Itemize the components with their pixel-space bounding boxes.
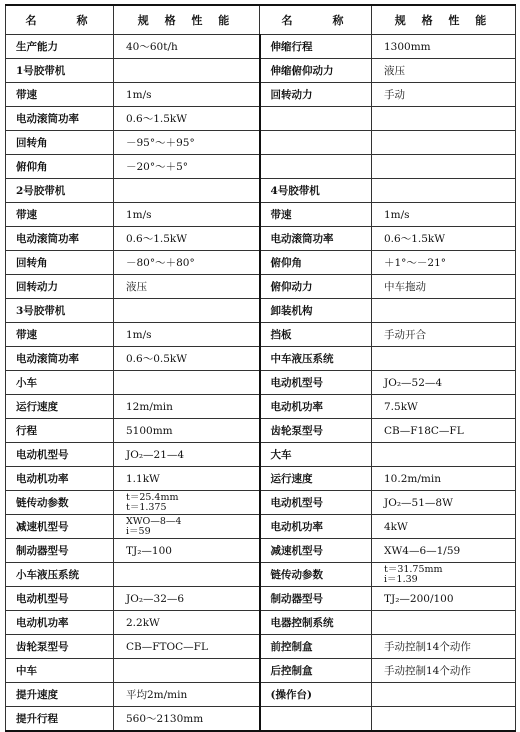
item-name-right: 电器控制系统 <box>260 611 372 635</box>
item-name-left: 3号胶带机 <box>6 299 114 323</box>
item-spec-right: CB—F18C—FL <box>372 419 516 443</box>
item-name-left: 小车液压系统 <box>6 563 114 587</box>
item-spec-left <box>114 371 260 395</box>
item-spec-left: －95°～＋95° <box>114 131 260 155</box>
spec-line-1: t＝31.75mm <box>384 563 443 575</box>
item-name-left: 回转角 <box>6 131 114 155</box>
item-spec-right: 手动开合 <box>372 323 516 347</box>
item-name-right: 俯仰动力 <box>260 275 372 299</box>
header-name-left: 名 称 <box>6 5 114 35</box>
table-row <box>6 467 516 491</box>
table-row <box>6 707 516 732</box>
table-row <box>6 179 516 203</box>
item-name-right: 4号胶带机 <box>260 179 372 203</box>
item-name-left: 电动机型号 <box>6 587 114 611</box>
item-spec-left: －80°～＋80° <box>114 251 260 275</box>
item-name-left: 提升速度 <box>6 683 114 707</box>
item-name-right: 中车液压系统 <box>260 347 372 371</box>
item-spec-left <box>114 515 260 539</box>
item-name-left: 齿轮泵型号 <box>6 635 114 659</box>
item-spec-right <box>372 347 516 371</box>
item-spec-right: 10.2m/min <box>372 467 516 491</box>
item-spec-right: 7.5kW <box>372 395 516 419</box>
item-spec-right: 液压 <box>372 59 516 83</box>
item-spec-left: 1m/s <box>114 83 260 107</box>
item-spec-left: JO₂—32—6 <box>114 587 260 611</box>
item-name-left: 电动滚筒功率 <box>6 347 114 371</box>
item-spec-left: 1m/s <box>114 323 260 347</box>
table-row <box>6 275 516 299</box>
item-spec-left: 0.6～1.5kW <box>114 107 260 131</box>
table-row <box>6 515 516 539</box>
item-name-right: 电动滚筒功率 <box>260 227 372 251</box>
item-spec-left <box>114 59 260 83</box>
table-row <box>6 539 516 563</box>
item-spec-left: 平均2m/min <box>114 683 260 707</box>
item-spec-left: CB—FTOC—FL <box>114 635 260 659</box>
item-spec-left: JO₂—21—4 <box>114 443 260 467</box>
item-spec-right: 手动控制14个动作 <box>372 659 516 683</box>
item-spec-right: 4kW <box>372 515 516 539</box>
table-row <box>6 299 516 323</box>
item-name-left: 带速 <box>6 83 114 107</box>
item-name-right: 减速机型号 <box>260 539 372 563</box>
table-row <box>6 203 516 227</box>
item-spec-right: 手动控制14个动作 <box>372 635 516 659</box>
item-name-right: 挡板 <box>260 323 372 347</box>
item-name-right <box>260 155 372 179</box>
item-spec-left: 0.6～1.5kW <box>114 227 260 251</box>
item-name-right: 制动器型号 <box>260 587 372 611</box>
item-name-left: 提升行程 <box>6 707 114 732</box>
item-spec-left <box>114 299 260 323</box>
item-spec-right <box>372 611 516 635</box>
item-spec-left: 2.2kW <box>114 611 260 635</box>
item-name-left: 1号胶带机 <box>6 59 114 83</box>
item-spec-left: 5100mm <box>114 419 260 443</box>
item-name-right: 链传动参数 <box>260 563 372 587</box>
table-row <box>6 587 516 611</box>
table-row <box>6 83 516 107</box>
table-row <box>6 419 516 443</box>
item-name-left: 运行速度 <box>6 395 114 419</box>
item-name-right: 带速 <box>260 203 372 227</box>
item-name-left: 电动机功率 <box>6 467 114 491</box>
table-row <box>6 659 516 683</box>
table-row <box>6 251 516 275</box>
item-name-right: 齿轮泵型号 <box>260 419 372 443</box>
item-spec-right <box>372 107 516 131</box>
item-name-right <box>260 131 372 155</box>
header-spec-right: 规 格 性 能 <box>372 5 516 35</box>
table-row <box>6 683 516 707</box>
item-spec-right <box>372 707 516 732</box>
item-spec-right <box>372 131 516 155</box>
item-spec-right <box>372 563 516 587</box>
spec-line-2: i＝1.39 <box>384 573 418 585</box>
item-spec-right: 0.6～1.5kW <box>372 227 516 251</box>
item-name-left: 电动机型号 <box>6 443 114 467</box>
item-name-right: 伸缩行程 <box>260 35 372 59</box>
item-name-left: 俯仰角 <box>6 155 114 179</box>
item-spec-left: 液压 <box>114 275 260 299</box>
item-spec-right <box>372 155 516 179</box>
table-row <box>6 155 516 179</box>
item-spec-right: 中车拖动 <box>372 275 516 299</box>
table-row <box>6 491 516 515</box>
item-spec-right: XW4—6—1/59 <box>372 539 516 563</box>
item-name-right: 伸缩俯仰动力 <box>260 59 372 83</box>
table-row <box>6 107 516 131</box>
item-spec-right <box>372 443 516 467</box>
spec-table <box>5 4 516 732</box>
item-name-left: 链传动参数 <box>6 491 114 515</box>
item-name-right: 回转动力 <box>260 83 372 107</box>
item-spec-right <box>372 179 516 203</box>
table-row <box>6 395 516 419</box>
item-name-left: 小车 <box>6 371 114 395</box>
item-name-right: 后控制盒 <box>260 659 372 683</box>
item-spec-left: 40～60t/h <box>114 35 260 59</box>
item-spec-left: TJ₂—100 <box>114 539 260 563</box>
item-name-left: 带速 <box>6 203 114 227</box>
spec-line-1: XWO—8—4 <box>126 515 182 527</box>
item-spec-left: －20°～＋5° <box>114 155 260 179</box>
item-name-right <box>260 107 372 131</box>
item-spec-left: 1m/s <box>114 203 260 227</box>
item-name-left: 行程 <box>6 419 114 443</box>
table-row <box>6 611 516 635</box>
item-spec-right: 1m/s <box>372 203 516 227</box>
item-spec-right: ＋1°～－21° <box>372 251 516 275</box>
item-spec-left <box>114 491 260 515</box>
item-name-left: 电动机功率 <box>6 611 114 635</box>
item-name-right: 大车 <box>260 443 372 467</box>
spec-line-1: t＝25.4mm <box>126 491 179 503</box>
item-name-right: 运行速度 <box>260 467 372 491</box>
item-name-right: 卸装机构 <box>260 299 372 323</box>
item-spec-left <box>114 563 260 587</box>
item-spec-left: 1.1kW <box>114 467 260 491</box>
item-spec-right: TJ₂—200/100 <box>372 587 516 611</box>
spec-line-2: t＝1.375 <box>126 501 167 513</box>
item-name-left: 制动器型号 <box>6 539 114 563</box>
item-spec-left <box>114 659 260 683</box>
item-name-right: 电动机型号 <box>260 371 372 395</box>
item-spec-right: JO₂—52—4 <box>372 371 516 395</box>
item-spec-right <box>372 299 516 323</box>
item-name-left: 电动滚筒功率 <box>6 227 114 251</box>
item-name-right: 电动机功率 <box>260 395 372 419</box>
header-row <box>6 5 516 35</box>
item-spec-left: 560～2130mm <box>114 707 260 732</box>
item-name-left: 生产能力 <box>6 35 114 59</box>
table-row <box>6 635 516 659</box>
item-name-right: (操作台) <box>260 683 372 707</box>
table-row <box>6 347 516 371</box>
table-row <box>6 227 516 251</box>
item-name-left: 带速 <box>6 323 114 347</box>
item-name-left: 2号胶带机 <box>6 179 114 203</box>
item-spec-left <box>114 179 260 203</box>
item-name-left: 回转动力 <box>6 275 114 299</box>
item-name-right: 前控制盒 <box>260 635 372 659</box>
table-row <box>6 59 516 83</box>
table-row <box>6 371 516 395</box>
item-spec-left: 0.6～0.5kW <box>114 347 260 371</box>
table-row <box>6 443 516 467</box>
header-name-right: 名 称 <box>260 5 372 35</box>
table-row <box>6 35 516 59</box>
item-spec-right: 1300mm <box>372 35 516 59</box>
item-name-right: 电动机型号 <box>260 491 372 515</box>
item-name-right: 俯仰角 <box>260 251 372 275</box>
header-spec-left: 规 格 性 能 <box>114 5 260 35</box>
item-name-left: 电动滚筒功率 <box>6 107 114 131</box>
spec-line-2: i＝59 <box>126 525 151 537</box>
item-name-left: 减速机型号 <box>6 515 114 539</box>
item-spec-right: JO₂—51—8W <box>372 491 516 515</box>
item-name-right: 电动机功率 <box>260 515 372 539</box>
item-name-left: 中车 <box>6 659 114 683</box>
table-row <box>6 131 516 155</box>
table-row <box>6 323 516 347</box>
item-name-right <box>260 707 372 732</box>
table-row <box>6 563 516 587</box>
item-spec-left: 12m/min <box>114 395 260 419</box>
item-spec-right: 手动 <box>372 83 516 107</box>
item-spec-right <box>372 683 516 707</box>
item-name-left: 回转角 <box>6 251 114 275</box>
